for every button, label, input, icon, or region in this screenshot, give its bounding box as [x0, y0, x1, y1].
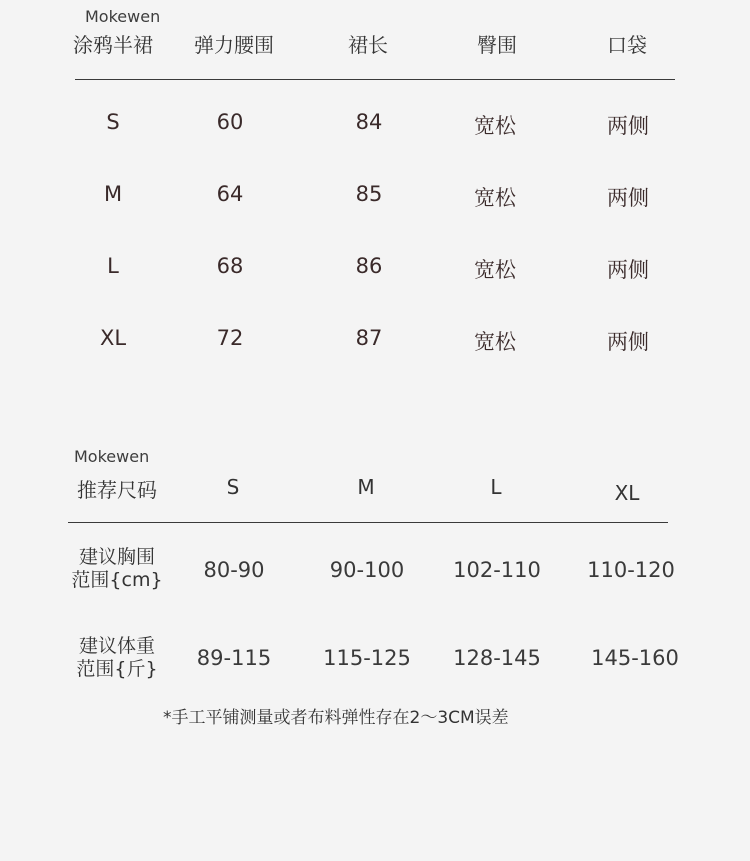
row-label-line: 范围{cm} [71, 569, 163, 591]
recommend-table-brand: Mokewen [74, 447, 150, 466]
size-cell: S [106, 110, 120, 134]
hip-cell: 宽松 [474, 330, 516, 354]
hip-cell: 宽松 [474, 186, 516, 210]
pocket-cell: 两侧 [607, 186, 649, 210]
recommend-header-xl: XL [614, 481, 640, 505]
recommend-header-label: 推荐尺码 [77, 478, 157, 502]
row-label-line: 建议胸围 [78, 546, 155, 568]
value-cell: 128-145 [453, 646, 541, 670]
waist-cell: 60 [216, 110, 244, 134]
waist-cell: 72 [216, 326, 244, 350]
value-cell: 80-90 [203, 558, 265, 582]
size-table-divider [75, 79, 675, 80]
pocket-cell: 两侧 [607, 258, 649, 282]
waist-cell: 64 [216, 182, 244, 206]
recommend-header-l: L [490, 475, 502, 499]
row-label [57, 635, 177, 681]
size-cell: XL [99, 326, 127, 350]
size-header-length: 裙长 [348, 33, 388, 57]
row-label-line: 范围{斤} [76, 658, 158, 680]
value-cell: 89-115 [196, 646, 272, 670]
value-cell: 145-160 [591, 646, 679, 670]
value-cell: 90-100 [329, 558, 405, 582]
length-cell: 86 [355, 254, 383, 278]
size-header-pocket: 口袋 [607, 33, 647, 57]
measurement-footnote: *手工平铺测量或者布料弹性存在2～3CM误差 [163, 708, 509, 728]
size-header-style: 涂鸦半裙 [73, 33, 153, 57]
row-label [57, 546, 177, 592]
row-label-line: 建议体重 [78, 635, 155, 657]
recommend-header-m: M [357, 475, 375, 499]
value-cell: 102-110 [453, 558, 541, 582]
recommend-table-divider [68, 522, 668, 523]
pocket-cell: 两侧 [607, 330, 649, 354]
size-table-brand: Mokewen [85, 7, 161, 26]
value-cell: 110-120 [587, 558, 675, 582]
length-cell: 87 [355, 326, 383, 350]
length-cell: 84 [355, 110, 383, 134]
length-cell: 85 [355, 182, 383, 206]
size-header-hip: 臀围 [477, 33, 517, 57]
value-cell: 115-125 [323, 646, 411, 670]
hip-cell: 宽松 [474, 114, 516, 138]
size-cell: M [103, 182, 123, 206]
recommend-header-s: S [226, 475, 240, 499]
waist-cell: 68 [216, 254, 244, 278]
pocket-cell: 两侧 [607, 114, 649, 138]
size-cell: L [107, 254, 119, 278]
size-header-waist: 弹力腰围 [194, 33, 274, 57]
hip-cell: 宽松 [474, 258, 516, 282]
